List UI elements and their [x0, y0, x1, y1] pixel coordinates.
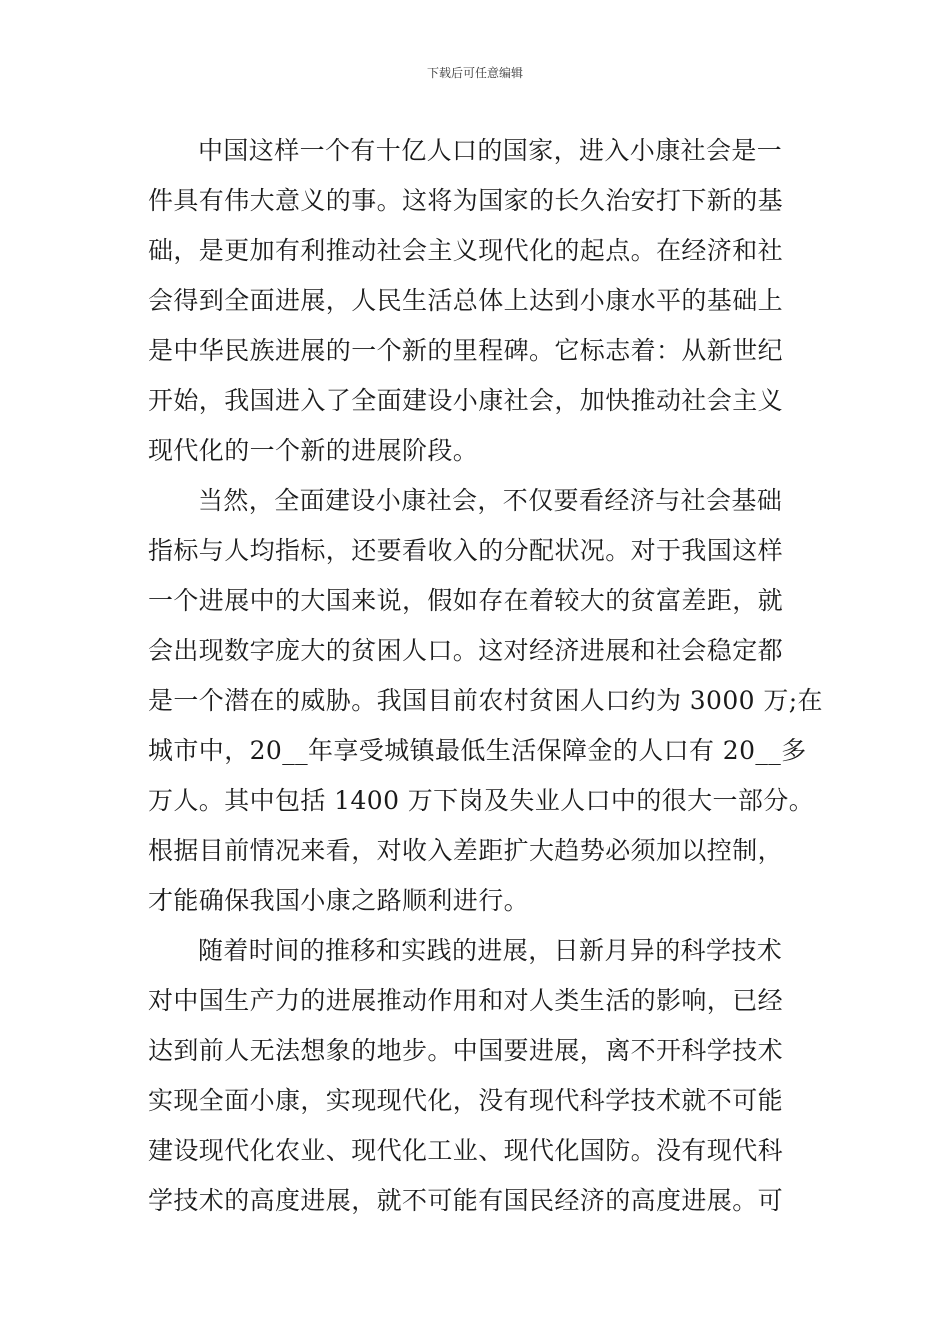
paragraph-3 — [148, 926, 804, 1226]
text-line: 根据目前情况来看，对收入差距扩大趋势必须加以控制， — [148, 836, 784, 865]
text-line: 达到前人无法想象的地步。中国要进展，离不开科学技术 — [148, 1036, 784, 1065]
text-line: 一个进展中的大国来说，假如存在着较大的贫富差距，就 — [148, 586, 784, 615]
text-line: 会得到全面进展，人民生活总体上达到小康水平的基础上 — [148, 286, 784, 315]
text-line: 万人。其中包括 1400 万下岗及失业人口中的很大一部分。 — [148, 786, 815, 815]
page-header-note: 下载后可任意编辑 — [426, 66, 523, 80]
text-line: 件具有伟大意义的事。这将为国家的长久治安打下新的基 — [148, 186, 784, 215]
text-line: 开始，我国进入了全面建设小康社会，加快推动社会主义 — [148, 386, 784, 415]
text-line: 学技术的高度进展，就不可能有国民经济的高度进展。可 — [148, 1186, 784, 1215]
text-line: 中国这样一个有十亿人口的国家，进入小康社会是一 — [198, 136, 783, 165]
document-body — [148, 126, 823, 1226]
text-line: 对中国生产力的进展推动作用和对人类生活的影响，已经 — [148, 986, 784, 1015]
paragraph-2 — [148, 476, 823, 926]
text-line: 当然，全面建设小康社会，不仅要看经济与社会基础 — [198, 486, 783, 515]
text-line: 实现全面小康，实现现代化，没有现代科学技术就不可能 — [148, 1086, 784, 1115]
text-line: 是中华民族进展的一个新的里程碑。它标志着：从新世纪 — [148, 336, 784, 365]
text-line: 现代化的一个新的进展阶段。 — [148, 436, 479, 465]
text-line: 是一个潜在的威胁。我国目前农村贫困人口约为 3000 万;在 — [148, 686, 823, 715]
paragraph-1 — [148, 126, 804, 476]
text-line: 指标与人均指标，还要看收入的分配状况。对于我国这样 — [148, 536, 784, 565]
text-line: 会出现数字庞大的贫困人口。这对经济进展和社会稳定都 — [148, 636, 784, 665]
text-line: 础，是更加有利推动社会主义现代化的起点。在经济和社 — [148, 236, 784, 265]
text-line: 才能确保我国小康之路顺利进行。 — [148, 886, 530, 915]
text-line: 随着时间的推移和实践的进展，日新月异的科学技术 — [198, 936, 783, 965]
text-line: 建设现代化农业、现代化工业、现代化国防。没有现代科 — [148, 1136, 784, 1165]
text-line: 城市中，20__年享受城镇最低生活保障金的人口有 20__多 — [148, 736, 807, 765]
